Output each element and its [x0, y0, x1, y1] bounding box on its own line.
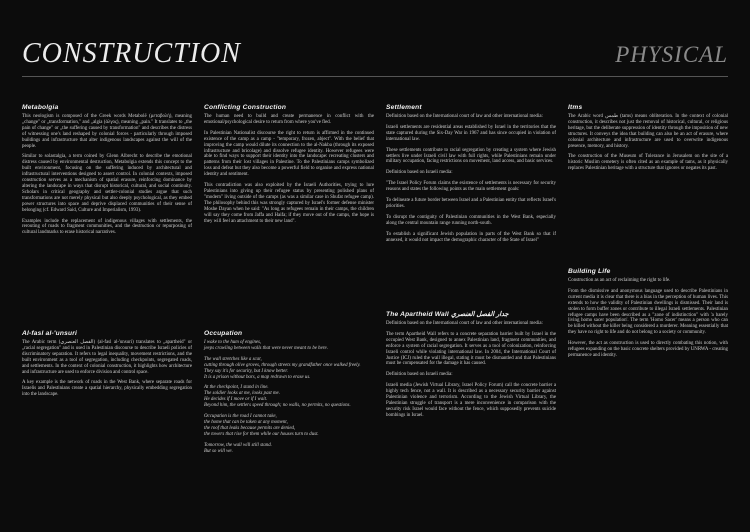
poem-line: jeeps crawling between walls that were never meant to be here.: [204, 345, 328, 351]
paragraph: Israeli settlements are residential areas established by Israel in the territories that the state captured during the Six-Day War in 1967 and has since occupied in violation of international law.: [386, 124, 556, 142]
paragraph: The human need to build and create permanence in conflict with the emotional/psychological desire to return from where you've fled.: [204, 114, 374, 125]
poem-line: They say it's for security, but I know better.: [204, 368, 288, 374]
section-occupation: [204, 330, 374, 460]
paragraph: "The Israel Policy Forum claims the existence of settlements is necessary for security reasons and states the following points as the main settlement goals:: [386, 181, 556, 193]
paragraph: A key example is the network of roads in the West Bank, where separate roads for Israelis and Palestinians create a spatial hierarchy, physically embedding segregation into the landscape.: [22, 380, 192, 398]
section-heading: Al-fasl al-'unsuri: [22, 330, 77, 337]
poem-line: the home that can be taken at any moment,: [204, 419, 288, 425]
poem-stanza: [204, 340, 374, 352]
paragraph: The Arabic term (الفصل العنصري) (al-fasl al-'unsuri) translates to „apartheid" or „racial segregation" and is used in Palestinian discourse to describe Israeli policies of discriminatory separation. It refers to legal inequality, movement restrictions, and the built environment as a tool of segregation, including checkpoints, segregated roads, and settlements. In the context of colonial construction, it highlights how architecture and infrastructure are used to enforce division and control space.: [22, 340, 192, 375]
paragraph: The Arabic word طمس (tams) means obliteration. In the context of colonial construction, it describes not just the removal of historical, cultural, or religious heritage, but the deliberate suppression of identity through the imposition of new structures. It conveys the idea that building can also be an act of erasure, where colonial architecture and infrastructure are used to overwrite indigenous presence, memory, and history.: [568, 114, 729, 149]
paragraph: However, the act as construction is used to directly combating this notion, with refugees expanding on the basic concrete shelters provided by UNRWA - creating permanence and identity.: [568, 341, 728, 358]
paragraph: This neologism is composed of the Greek words Metabolē (μεταβολή), meaning „change" or „transformation," and „algia (άλγος), meaning „pain." It translates to „the pain of change" or „the suffering caused by transformation" and describes the distress of witnessing one's land reshaped by colonial forces - particularly through imposed buildings and infrastructure that alter indigenous landscapes against the will of the people.: [22, 114, 192, 149]
section-heading: Occupation: [204, 330, 243, 337]
poem-line: The soldier looks at me, looks past me.: [204, 391, 280, 397]
paragraph: In Palestinian Nationalist discourse the right to return is affirmed in the continued existence of the camp as a camp - "temporary, frozen, abject". With the belief that improving the camp would dilute its connection to the al-Nakba (through its exposed infrastructure and bricolage) and dissolve refugee identity. However refugees were able to find ways to support their identity into the landscape: recreating clusters and patterns from their lost villages in Palestine. To the Palestinians camps symbolized loss and defeat but they also become a powerful field to organise and express national identity and sentiment.: [204, 130, 374, 178]
poem-line: The wall stretches like a scar,: [204, 356, 262, 362]
section-heading: Metabolgia: [22, 104, 59, 111]
section-building-life: [568, 268, 728, 364]
section-heading: The Apartheid Wall جدار الفصل العنصري: [386, 311, 509, 318]
section-heading: Conflicting Construction: [204, 104, 287, 111]
section-metabolgia: [22, 104, 192, 241]
page-subtitle: PHYSICAL: [615, 42, 728, 67]
poem-line: the towers that rise for them while our houses turn to dust.: [204, 431, 319, 437]
poem-line: I wake to the hum of engines,: [204, 340, 262, 345]
section-heading: Building Life: [568, 268, 611, 275]
poem-line: Tomorrow, the wall will still stand.: [204, 442, 272, 448]
paragraph: The construction of the Museum of Tolerance in Jerusalem on the site of a historic Muslim cemetery is often cited as an example of tams, as it physically replaces Palestinian heritage with a structure that ignores or negates its past.: [568, 154, 728, 172]
paragraph: To establish a significant Jewish population in parts of the West Bank so that if annexed, it would not impact the demographic character of the State of Israel": [386, 231, 556, 243]
poem-line: the roof that leaks because permits are denied,: [204, 425, 296, 431]
paragraph: The term Apartheid Wall refers to a concrete separation barrier built by Israel in the occupied West Bank, designed to annex Palestinian land, fragment communities, and enforce a system of racial segregation. It serves as a tool of colonization, reinforcing Israeli control while violating international law. In 2004, the International Court of Justice (ICJ) ruled the wall illegal, stating it must be dismantled and that Palestinians must be compensated for the damage it has caused.: [386, 331, 556, 367]
header-divider: [22, 76, 728, 77]
paragraph: From the dismissive and anonymous language used to describe Palestinians in current media it is clear that there is a bias in the perception of human lives. This extends to how the validity of Palestinian dwellings is dismissed. Their land is stolen to form buffer zones or contribute to illegal Israeli settlements. Palestinian refugee camps have been described as a "zone of indistinction" with 'a barely living homo sacer population'. The term 'Homo Sacer' means a person who can be killed without the killer being considered a murderer. Meaning essentially that they have no right to life and do not belong to a society or community.: [568, 288, 728, 336]
poem-stanza: [204, 443, 374, 455]
poem-line: Beyond him, the settlers speed through; no walls, no permits, no questions.: [204, 403, 351, 409]
poem-stanza: [204, 414, 374, 438]
section-settlement: [386, 104, 556, 249]
section-al-fasl: [22, 330, 192, 403]
paragraph: Definition based on Israeli media:: [386, 372, 453, 378]
paragraph: Definition based on Israeli media:: [386, 170, 453, 176]
poem-line: It is a prison without bars, a map redrawn to erase us.: [204, 374, 311, 380]
paragraph: Definition based on the International court of law and other international media:: [386, 114, 543, 119]
section-itms: [568, 104, 728, 177]
page-title: CONSTRUCTION: [22, 38, 241, 69]
paragraph: Definition based on the International court of law and other international media:: [386, 321, 543, 326]
poem-stanza: [204, 357, 374, 381]
section-conflicting-construction: [204, 104, 374, 229]
paragraph: Israeli media (Jewish Virtual Library, Israel Policy Forum) call the concrete barrier a highly tech fence, not a wall. It is described as a necessary security barrier against Palestinian violence and terrorism. According to the Jewish Virtual Library, the Palestinian struggle of transport is a mere inconvenience in comparison with the security risk Israel would face without the fence, which supposedly prevents suicide bombings in Israel.: [386, 383, 556, 418]
poem-line: Occupation is the road I cannot take,: [204, 414, 277, 420]
section-heading: Itms: [568, 104, 583, 111]
section-apartheid-wall: [386, 310, 556, 424]
poem-line: cutting through olive groves, through streets my grandfather once walked freely.: [204, 362, 361, 368]
poem-line: He decides if I move or if I wait.: [204, 397, 268, 403]
paragraph: Construction as an act of reclaiming the right to life.: [568, 278, 671, 283]
paragraph: These settlements contribute to racial segregation by creating a system where Jewish settlers live under Israeli civil law with full rights, while Palestinians remain under military occupation, facing restrictions on movement, land access, and basic services.: [386, 147, 556, 165]
paragraph: This contradiction was also exploited by the Israeli Authorities, trying to lure Palestinians into giving up their refugee status by presenting polished plans of "modern" living outside of the camps (as was a similar case in Shufat refugee camp). The philosophy behind this was strongly captured by Israel's former defense minister Moshe Dayan when he said: "As long as refugees remain in their camps, the children will say they come from Jaffa and Haifa; if they move out of the camps, the hope is they will feel an attachment to their new land".: [204, 183, 374, 224]
paragraph: Examples include the replacement of indigenous villages with settlements, the rerouting of roads to fragment communities, and the destruction or repurposing of cultural landmarks to erase historical narratives.: [22, 218, 192, 236]
poem-stanza: [204, 385, 374, 409]
poem-line: But so will we.: [204, 448, 233, 454]
paragraph: Similar to solastalgia, a term coined by Glenn Albrecht to describe the emotional distress caused by environmental destruction, Metabolgia extends this concept to the built environment, focusing on the suffering induced by architectural and infrastructural interventions designed to assert control. In colonial contexts, imposed construction serves as a mechanism of spatial erasure, reinforcing dominance by altering the landscape in ways that disrupt historical, cultural, and social continuity. Scholars in critical geography and settler-colonial studies argue that such transformations are not merely physical but also deeply psychological, as they embed power structures into space and deprive displaced communities of their sense of belonging (cf. Edward Said, Culture and Imperialism, 1993).: [22, 154, 192, 213]
section-heading: Settlement: [386, 104, 422, 111]
poem-line: At the checkpoint, I stand in line.: [204, 385, 269, 391]
paragraph: To disrupt the contiguity of Palestinian communities in the West Bank, especially along the central mountain range running north-south.: [386, 214, 556, 226]
paragraph: To delineate a future border between Israel and a Palestinian entity that reflects Israel's priorities.: [386, 198, 556, 209]
